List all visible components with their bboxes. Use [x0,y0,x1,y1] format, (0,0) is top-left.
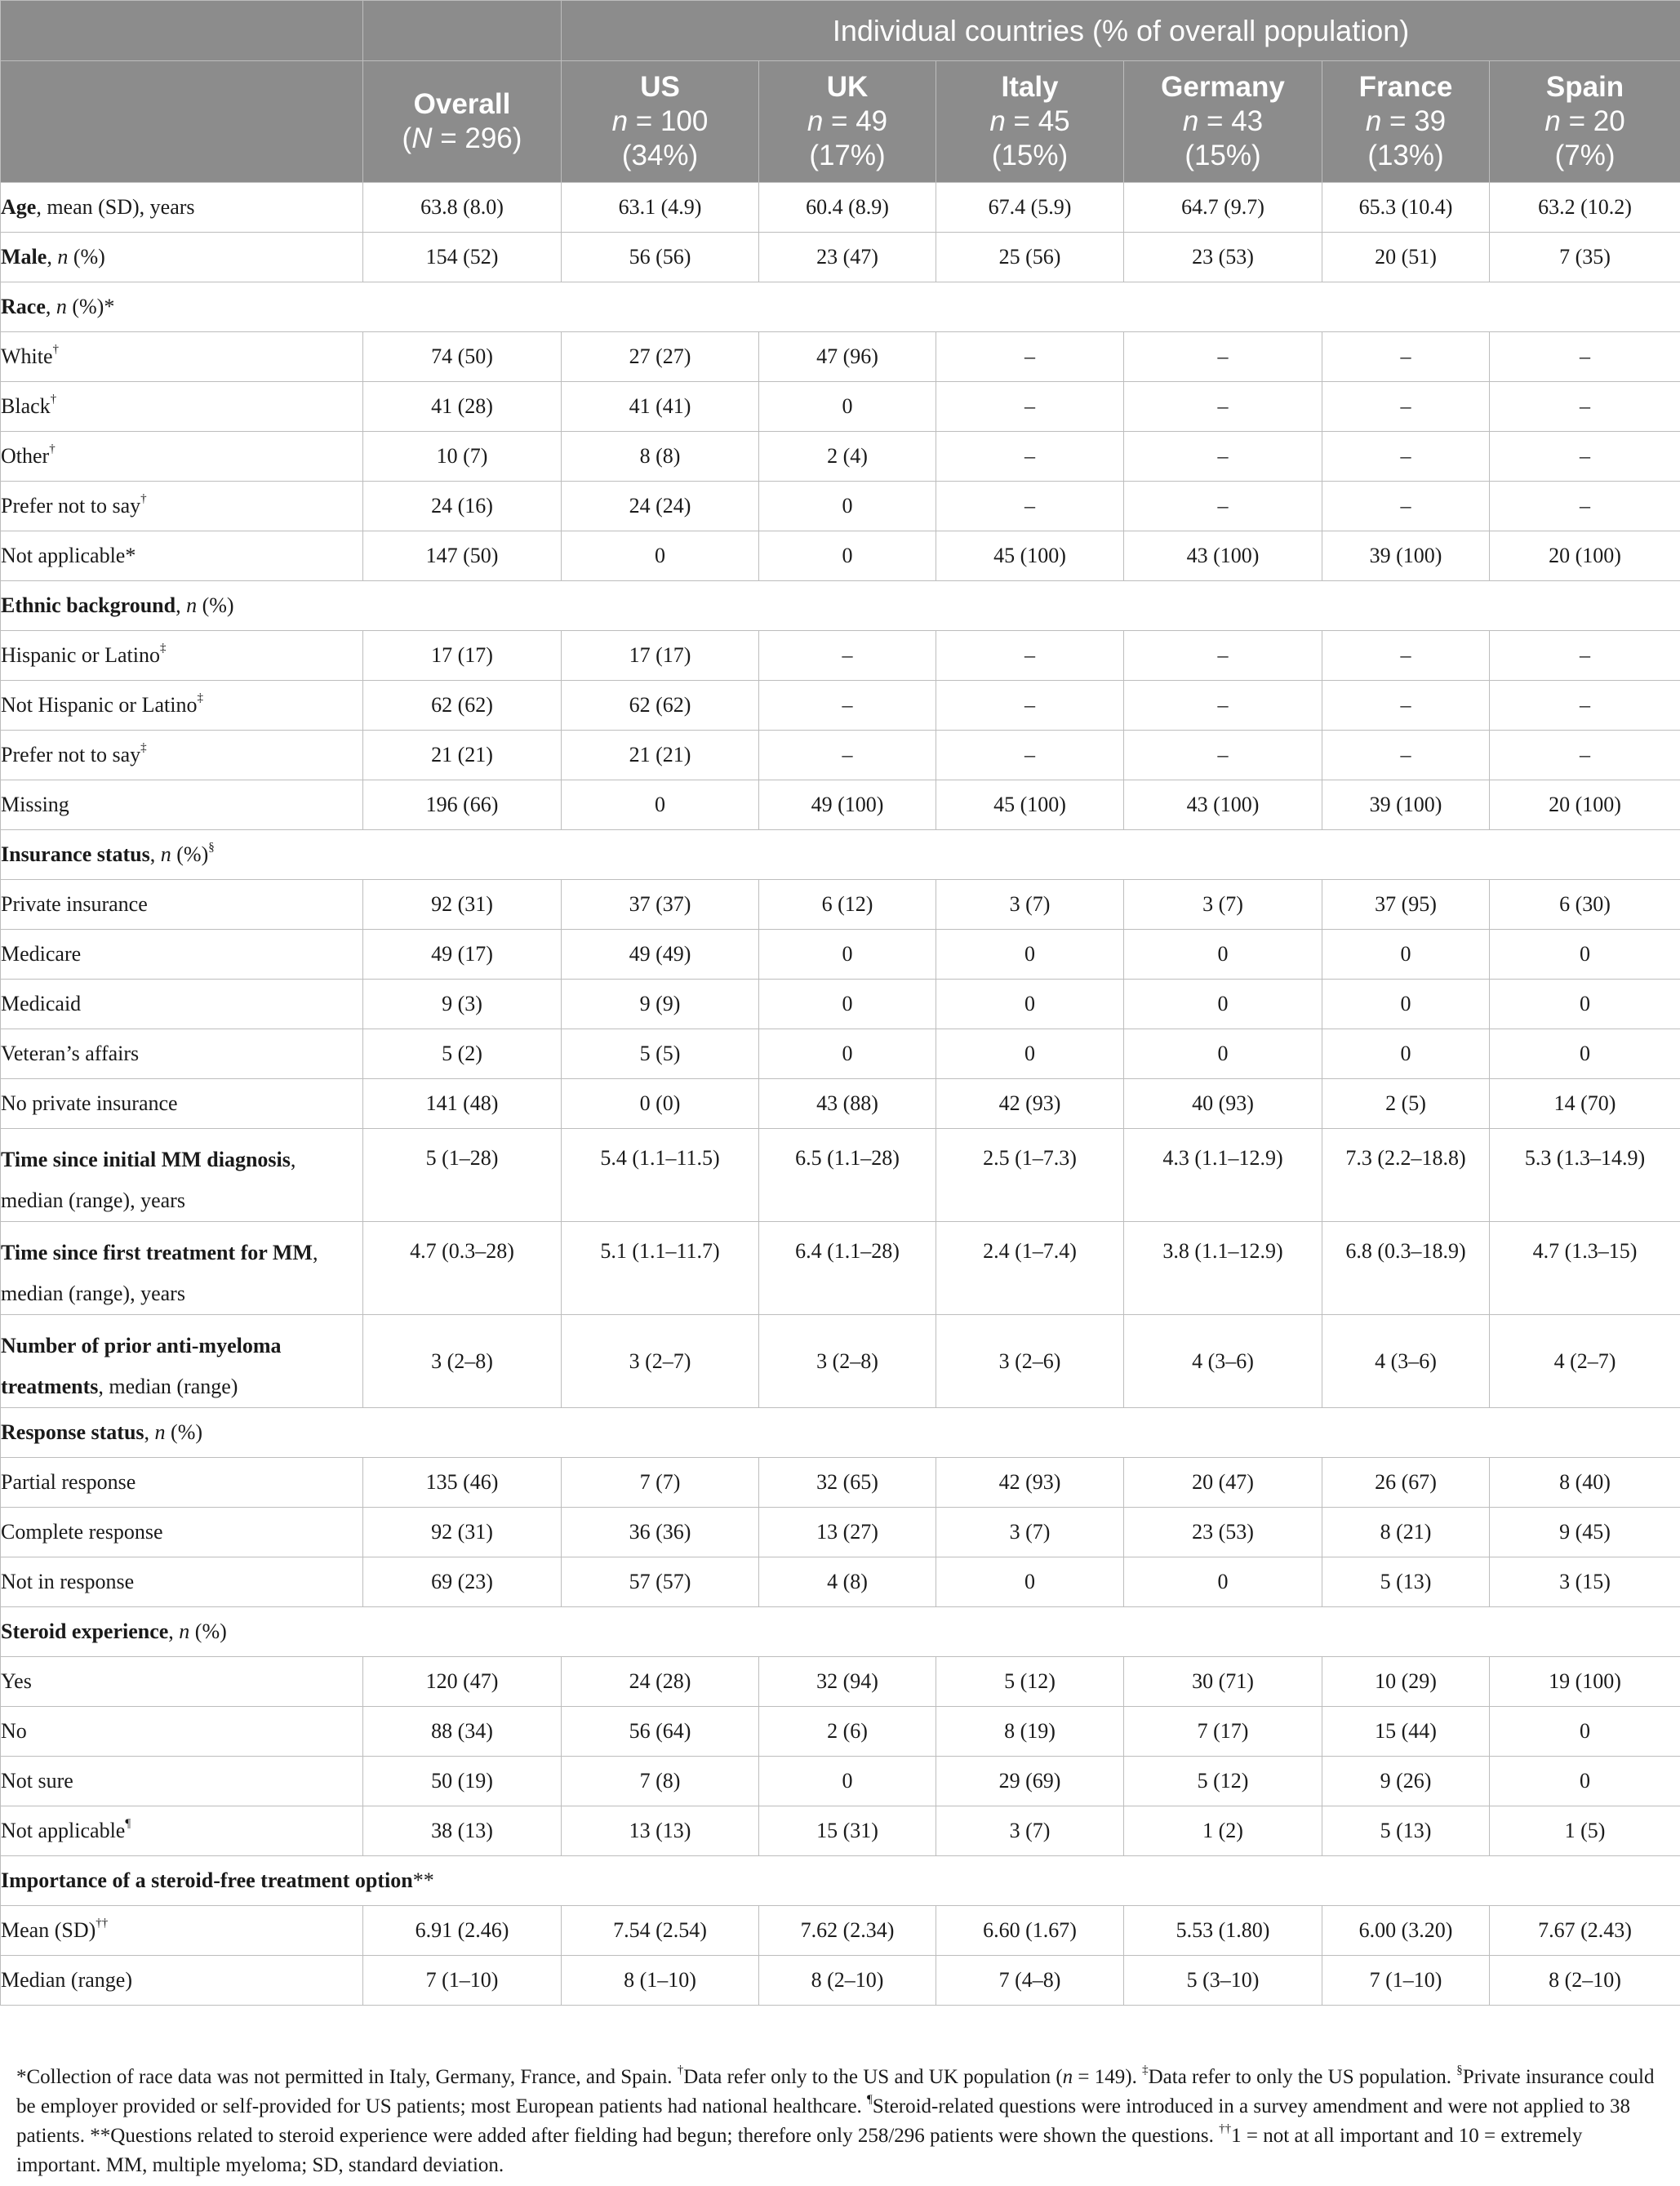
table-row [1,681,1680,731]
table-row [1,1029,1680,1079]
table-cell: 38 (13) [363,1806,562,1856]
table-cell: – [936,432,1124,482]
table-cell: 154 (52) [363,233,562,282]
table-cell: 5 (12) [936,1657,1124,1707]
column-header-pct: (13%) [1367,140,1444,171]
column-header-name: Spain [1545,71,1624,103]
table-cell: 92 (31) [363,1508,562,1557]
row-label: Time since first treatment for MM, median (range), years [1,1222,363,1315]
table-cell: 74 (50) [363,332,562,382]
table-cell: 5 (12) [1124,1757,1322,1806]
section-label: Steroid experience, n (%) [1,1607,1680,1657]
table-row [1,880,1680,930]
table-cell: – [1490,382,1680,432]
table-cell: 65.3 (10.4) [1322,183,1490,233]
table-row [1,183,1680,233]
row-label: Prefer not to say† [1,482,363,531]
table-cell: 135 (46) [363,1458,562,1508]
row-label: No [1,1707,363,1757]
table-row [1,1956,1680,2006]
table-row [1,1079,1680,1129]
table-cell: 6.5 (1.1–28) [759,1129,936,1222]
row-label: White† [1,332,363,382]
table-cell: 0 [1490,1029,1680,1079]
table-cell: 15 (44) [1322,1707,1490,1757]
table-cell: 0 [1124,980,1322,1029]
table-cell: 32 (94) [759,1657,936,1707]
table-cell: – [1490,731,1680,780]
table-cell: – [1124,432,1322,482]
table-cell: 3 (7) [936,1508,1124,1557]
table-row [1,1657,1680,1707]
table-cell: – [936,731,1124,780]
table-row [1,780,1680,830]
table-cell: 49 (17) [363,930,562,980]
table-cell: 1 (2) [1124,1806,1322,1856]
table-row [1,1607,1680,1657]
column-header-spain [1490,61,1680,183]
row-label: Not sure [1,1757,363,1806]
table-cell: 20 (100) [1490,531,1680,581]
table-row [1,382,1680,432]
table-cell: 45 (100) [936,531,1124,581]
table-cell: – [1490,482,1680,531]
column-header-germany [1124,61,1322,183]
table-cell: – [936,482,1124,531]
table-cell: 0 [1124,1557,1322,1607]
table-cell: 5 (2) [363,1029,562,1079]
column-header-name: Italy [1001,71,1059,103]
column-header-name: US [640,71,680,103]
table-cell: 92 (31) [363,880,562,930]
table-cell: 0 [759,531,936,581]
table-cell: 36 (36) [562,1508,759,1557]
table-row [1,830,1680,880]
table-cell: 29 (69) [936,1757,1124,1806]
column-header-name: Overall [413,88,511,120]
table-cell: 7 (7) [562,1458,759,1508]
table-row [1,1557,1680,1607]
table-cell: 24 (28) [562,1657,759,1707]
table-cell: 3 (7) [1124,880,1322,930]
table-row [1,531,1680,581]
table-row [1,432,1680,482]
table-cell: 63.1 (4.9) [562,183,759,233]
table-cell: – [1490,432,1680,482]
table-cell: 8 (40) [1490,1458,1680,1508]
table-cell: 13 (27) [759,1508,936,1557]
table-row [1,233,1680,282]
row-label: Age, mean (SD), years [1,183,363,233]
table-cell: 5 (13) [1322,1557,1490,1607]
table-header [1,1,1680,183]
table-cell: 141 (48) [363,1079,562,1129]
table-cell: 147 (50) [363,531,562,581]
table-cell: 0 [759,482,936,531]
table-cell: – [1124,482,1322,531]
column-header-n: n = 49 [807,105,888,137]
table-cell: 10 (7) [363,432,562,482]
column-header-overall [363,61,562,183]
table-cell: 42 (93) [936,1079,1124,1129]
table-cell: 39 (100) [1322,531,1490,581]
header-blank-overall [363,1,562,61]
table-cell: – [1322,681,1490,731]
table-cell: 8 (1–10) [562,1956,759,2006]
table-cell: 25 (56) [936,233,1124,282]
row-label: Number of prior anti-myeloma treatments, median (range) [1,1315,363,1408]
row-label: Complete response [1,1508,363,1557]
table-cell: 7.3 (2.2–18.8) [1322,1129,1490,1222]
table-cell: 27 (27) [562,332,759,382]
column-header-italy [936,61,1124,183]
table-cell: 0 [1322,930,1490,980]
table-cell: 8 (2–10) [1490,1956,1680,2006]
table-row [1,731,1680,780]
table-cell: – [1124,731,1322,780]
table-cell: 6.00 (3.20) [1322,1906,1490,1956]
table-cell: 120 (47) [363,1657,562,1707]
table-cell: 4.3 (1.1–12.9) [1124,1129,1322,1222]
row-label: Not applicable* [1,531,363,581]
table-cell: 6.60 (1.67) [936,1906,1124,1956]
row-label: Not in response [1,1557,363,1607]
column-header-pct: (15%) [991,140,1069,171]
table-cell: 0 [936,930,1124,980]
table-cell: 6 (30) [1490,880,1680,930]
table-cell: 88 (34) [363,1707,562,1757]
table-cell: 37 (37) [562,880,759,930]
table-cell: 5.53 (1.80) [1124,1906,1322,1956]
table-footnotes: *Collection of race data was not permitted in Italy, Germany, France, and Spain. †Data refer only to the US and UK population (n = 149). ‡Data refer to only the US population. §Private insurance could be employer provided or self-provided for US patients; most European patients had national healthcare. ¶Steroid-related questions were introduced in a survey amendment and were not applied to 38 patients. **Questions related to steroid experience were added after fielding had begun; therefore only 258/296 patients were shown the questions. ††1 = not at all important and 10 = extremely important. MM, multiple myeloma; SD, standard deviation. [16,2063,1655,2176]
row-label: Private insurance [1,880,363,930]
table-cell: – [759,731,936,780]
table-cell: – [759,681,936,731]
table-cell: 67.4 (5.9) [936,183,1124,233]
table-cell: 24 (16) [363,482,562,531]
table-cell: 6.8 (0.3–18.9) [1322,1222,1490,1315]
row-label: Median (range) [1,1956,363,2006]
header-group-title: Individual countries (% of overall population) [562,1,1680,61]
table-cell: 47 (96) [759,332,936,382]
table-cell: 3 (15) [1490,1557,1680,1607]
table-cell: 7 (4–8) [936,1956,1124,2006]
table-cell: 3 (2–7) [562,1315,759,1408]
row-label: No private insurance [1,1079,363,1129]
table-cell: 4 (8) [759,1557,936,1607]
table-cell: 7 (35) [1490,233,1680,282]
table-cell: 5.1 (1.1–11.7) [562,1222,759,1315]
column-header-n: n = 100 [611,105,709,137]
header-blank [1,1,363,61]
table-cell: 0 [1490,1707,1680,1757]
table-row [1,1222,1680,1315]
row-label: Missing [1,780,363,830]
table-row [1,1707,1680,1757]
table-cell: 5 (3–10) [1124,1956,1322,2006]
table-cell: – [1322,631,1490,681]
table-cell: 50 (19) [363,1757,562,1806]
row-label: Time since initial MM diagnosis, median (range), years [1,1129,363,1222]
table-cell: 45 (100) [936,780,1124,830]
table-cell: 20 (51) [1322,233,1490,282]
row-label: Medicare [1,930,363,980]
table-cell: 5.3 (1.3–14.9) [1490,1129,1680,1222]
table-cell: 23 (53) [1124,1508,1322,1557]
table-cell: 2.5 (1–7.3) [936,1129,1124,1222]
section-label: Insurance status, n (%)§ [1,830,1680,880]
table-row [1,282,1680,332]
table-cell: 0 [1124,930,1322,980]
table-cell: 62 (62) [562,681,759,731]
table-cell: 39 (100) [1322,780,1490,830]
table-cell: 3.8 (1.1–12.9) [1124,1222,1322,1315]
table-cell: 49 (100) [759,780,936,830]
table-cell: 0 [1490,980,1680,1029]
table-cell: 196 (66) [363,780,562,830]
table-cell: – [1490,631,1680,681]
row-label: Other† [1,432,363,482]
table-cell: – [759,631,936,681]
table-cell: – [936,631,1124,681]
table-body [1,183,1680,2006]
row-label: Not applicable¶ [1,1806,363,1856]
table-cell: 4 (3–6) [1124,1315,1322,1408]
column-header-pct: (15%) [1184,140,1261,171]
table-cell: 0 [759,382,936,432]
column-header-pct: (7%) [1554,140,1616,171]
row-label: Not Hispanic or Latino‡ [1,681,363,731]
table-cell: 7 (17) [1124,1707,1322,1757]
row-label: Yes [1,1657,363,1707]
table-cell: 0 [936,1557,1124,1607]
table-cell: 64.7 (9.7) [1124,183,1322,233]
table-cell: 7 (1–10) [1322,1956,1490,2006]
table-cell: 8 (2–10) [759,1956,936,2006]
table-cell: 41 (41) [562,382,759,432]
table-cell: 26 (67) [1322,1458,1490,1508]
table-cell: – [1124,332,1322,382]
column-header-us [562,61,759,183]
column-header-n: n = 45 [989,105,1070,137]
table-cell: 7.67 (2.43) [1490,1906,1680,1956]
table-cell: 3 (2–6) [936,1315,1124,1408]
table-cell: 0 [1124,1029,1322,1079]
table-cell: 20 (47) [1124,1458,1322,1508]
table-cell: 4 (2–7) [1490,1315,1680,1408]
table-cell: 7.54 (2.54) [562,1906,759,1956]
table-cell: – [1322,731,1490,780]
table-cell: – [1490,681,1680,731]
table-cell: 8 (19) [936,1707,1124,1757]
table-cell: 21 (21) [562,731,759,780]
table-row [1,1129,1680,1222]
table-cell: – [1322,432,1490,482]
section-label: Importance of a steroid-free treatment option** [1,1856,1680,1906]
table-row [1,1458,1680,1508]
table-cell: 8 (21) [1322,1508,1490,1557]
table-cell: 9 (26) [1322,1757,1490,1806]
column-header-france [1322,61,1490,183]
column-header-name: Germany [1161,71,1285,103]
table-cell: 0 [1490,1757,1680,1806]
table-cell: 9 (45) [1490,1508,1680,1557]
table-cell: 63.2 (10.2) [1490,183,1680,233]
column-header-n: n = 43 [1182,105,1264,137]
column-header-n: n = 39 [1365,105,1447,137]
table-cell: – [1124,681,1322,731]
table-cell: 10 (29) [1322,1657,1490,1707]
table-row [1,980,1680,1029]
table-cell: 9 (3) [363,980,562,1029]
table-row [1,1315,1680,1408]
table-cell: – [1124,631,1322,681]
column-header-n: (N = 296) [402,122,522,154]
table-cell: 17 (17) [363,631,562,681]
table-row [1,1757,1680,1806]
table-cell: 7.62 (2.34) [759,1906,936,1956]
table-cell: 57 (57) [562,1557,759,1607]
table-row [1,482,1680,531]
table-cell: 17 (17) [562,631,759,681]
table-cell: 4.7 (0.3–28) [363,1222,562,1315]
row-label: Prefer not to say‡ [1,731,363,780]
table-row [1,581,1680,631]
table-cell: 63.8 (8.0) [363,183,562,233]
table-cell: 1 (5) [1490,1806,1680,1856]
table-cell: 3 (7) [936,1806,1124,1856]
table-cell: 42 (93) [936,1458,1124,1508]
table-cell: 37 (95) [1322,880,1490,930]
table-cell: 0 [936,1029,1124,1079]
table-cell: 5 (1–28) [363,1129,562,1222]
table-cell: 3 (7) [936,880,1124,930]
row-label: Partial response [1,1458,363,1508]
table-cell: 0 (0) [562,1079,759,1129]
table-row [1,1806,1680,1856]
table-cell: – [1322,382,1490,432]
table-cell: 6.4 (1.1–28) [759,1222,936,1315]
table-cell: 21 (21) [363,731,562,780]
table-cell: 5 (5) [562,1029,759,1079]
section-label: Response status, n (%) [1,1408,1680,1458]
table-cell: 6.91 (2.46) [363,1906,562,1956]
table-cell: 2 (6) [759,1707,936,1757]
table-cell: 62 (62) [363,681,562,731]
table-cell: 43 (88) [759,1079,936,1129]
row-label: Mean (SD)†† [1,1906,363,1956]
table-cell: 14 (70) [1490,1079,1680,1129]
table-cell: 15 (31) [759,1806,936,1856]
row-label: Veteran’s affairs [1,1029,363,1079]
table-cell: – [936,382,1124,432]
table-cell: 0 [1322,980,1490,1029]
table-cell: – [1124,382,1322,432]
table-cell: 2.4 (1–7.4) [936,1222,1124,1315]
table-cell: 20 (100) [1490,780,1680,830]
table-row [1,332,1680,382]
table-cell: 0 [759,1757,936,1806]
table-cell: – [1490,332,1680,382]
row-label: Black† [1,382,363,432]
table-cell: 13 (13) [562,1806,759,1856]
table-cell: 0 [759,1029,936,1079]
table-cell: 2 (5) [1322,1079,1490,1129]
column-header-name: UK [826,71,869,103]
table-cell: 3 (2–8) [363,1315,562,1408]
table-cell: 41 (28) [363,382,562,432]
table-cell: 0 [1322,1029,1490,1079]
table-cell: 0 [936,980,1124,1029]
table-cell: 56 (56) [562,233,759,282]
table-cell: 40 (93) [1124,1079,1322,1129]
column-header-n: n = 20 [1544,105,1625,137]
table-cell: 0 [759,980,936,1029]
table-cell: 5.4 (1.1–11.5) [562,1129,759,1222]
table-cell: 0 [759,930,936,980]
table-cell: 60.4 (8.9) [759,183,936,233]
table-cell: 7 (1–10) [363,1956,562,2006]
table-cell: 69 (23) [363,1557,562,1607]
table-cell: 0 [1490,930,1680,980]
table-row [1,631,1680,681]
table-cell: – [1322,482,1490,531]
header-blank-label [1,61,363,183]
table-cell: 4.7 (1.3–15) [1490,1222,1680,1315]
table-row [1,1408,1680,1458]
column-header-pct: (17%) [809,140,886,171]
row-label: Male, n (%) [1,233,363,282]
table-cell: 43 (100) [1124,531,1322,581]
table-cell: 49 (49) [562,930,759,980]
table-cell: 43 (100) [1124,780,1322,830]
row-label: Medicaid [1,980,363,1029]
column-header-pct: (34%) [621,140,699,171]
table-cell: 23 (47) [759,233,936,282]
table-row [1,1856,1680,1906]
table-row [1,1906,1680,1956]
row-label: Hispanic or Latino‡ [1,631,363,681]
table-cell: 0 [562,531,759,581]
table-cell: – [936,681,1124,731]
column-header-uk [759,61,936,183]
table-row [1,930,1680,980]
table-cell: 5 (13) [1322,1806,1490,1856]
table-cell: 3 (2–8) [759,1315,936,1408]
table-cell: – [936,332,1124,382]
table-cell: 0 [562,780,759,830]
table-cell: 8 (8) [562,432,759,482]
table-cell: 23 (53) [1124,233,1322,282]
table-cell: 56 (64) [562,1707,759,1757]
table-cell: 4 (3–6) [1322,1315,1490,1408]
table-cell: 6 (12) [759,880,936,930]
table-row [1,1508,1680,1557]
table-cell: 7 (8) [562,1757,759,1806]
table-cell: 30 (71) [1124,1657,1322,1707]
table-cell: 9 (9) [562,980,759,1029]
table-cell: 32 (65) [759,1458,936,1508]
table-cell: 24 (24) [562,482,759,531]
table-cell: – [1322,332,1490,382]
table-cell: 2 (4) [759,432,936,482]
column-header-name: France [1358,71,1453,103]
section-label: Ethnic background, n (%) [1,581,1680,631]
table-cell: 19 (100) [1490,1657,1680,1707]
section-label: Race, n (%)* [1,282,1680,332]
